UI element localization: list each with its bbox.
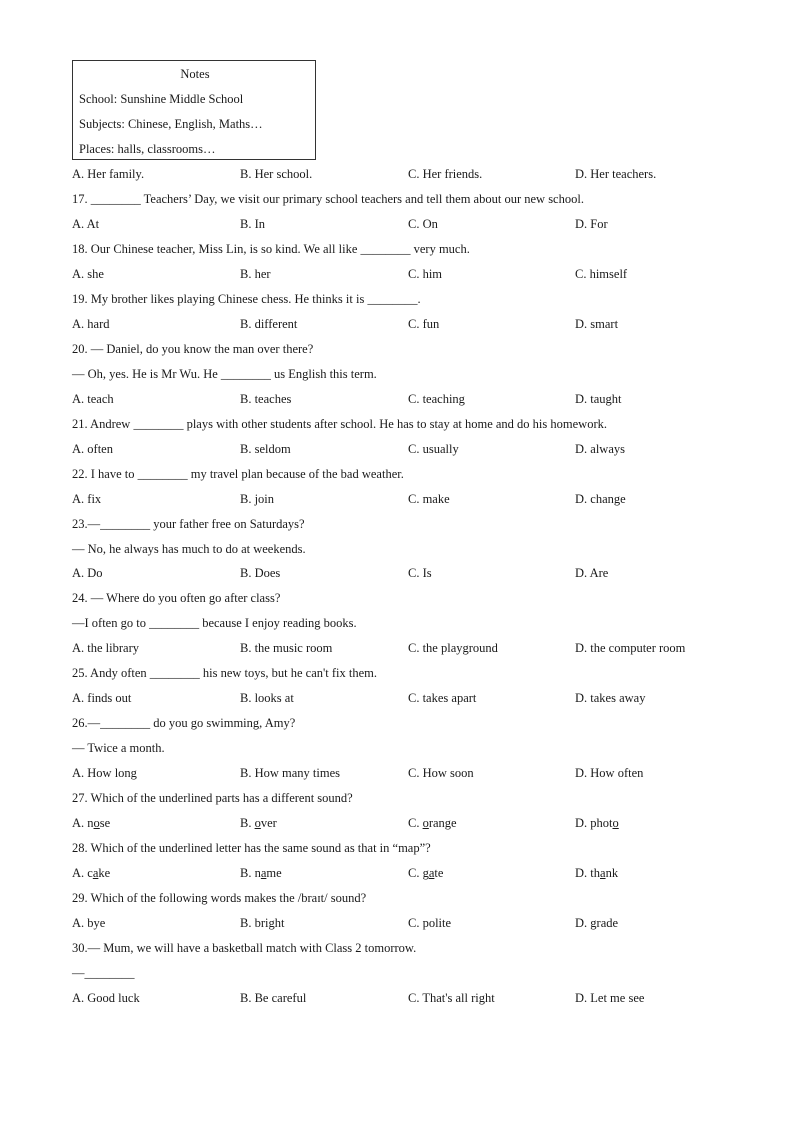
q24-option-a[interactable]: A. the library	[72, 641, 139, 655]
q16-option-d[interactable]: D. Her teachers.	[575, 167, 657, 181]
q29-option-d[interactable]: D. grade	[575, 916, 619, 930]
q16-option-a[interactable]: A. Her family.	[72, 167, 145, 181]
q22-option-c[interactable]: C. make	[408, 492, 450, 506]
underlined-letter: a	[600, 866, 606, 880]
notes-title: Notes	[180, 67, 210, 81]
q18-option-a[interactable]: A. she	[72, 267, 104, 281]
q22-option-d[interactable]: D. change	[575, 492, 626, 506]
q27-option-d[interactable]: D. photo	[575, 816, 619, 830]
q28-option-b[interactable]: B. name	[240, 866, 282, 880]
q19-option-c[interactable]: C. fun	[408, 317, 440, 331]
q26-stem: 26.—________ do you go swimming, Amy?	[72, 716, 296, 730]
q25-stem: 25. Andy often ________ his new toys, but he can't fix them.	[72, 666, 377, 680]
q24-option-c[interactable]: C. the playground	[408, 641, 498, 655]
notes-line: Places: halls, classrooms…	[79, 142, 216, 156]
q21-option-c[interactable]: C. usually	[408, 442, 459, 456]
q19-option-a[interactable]: A. hard	[72, 317, 110, 331]
q27-stem: 27. Which of the underlined parts has a different sound?	[72, 791, 353, 805]
q25-option-d[interactable]: D. takes away	[575, 691, 646, 705]
q19-option-d[interactable]: D. smart	[575, 317, 619, 331]
q23-stem-2: — No, he always has much to do at weekends.	[72, 542, 306, 556]
q28-stem: 28. Which of the underlined letter has the same sound as that in “map”?	[72, 841, 431, 855]
q20-option-c[interactable]: C. teaching	[408, 392, 465, 406]
q16-option-b[interactable]: B. Her school.	[240, 167, 313, 181]
notes-box	[72, 60, 316, 160]
q17-option-a[interactable]: A. At	[72, 217, 100, 231]
q28-option-a[interactable]: A. cake	[72, 866, 111, 880]
q24-option-d[interactable]: D. the computer room	[575, 641, 686, 655]
q27-option-a[interactable]: A. nose	[72, 816, 111, 830]
underlined-letter: o	[422, 816, 429, 830]
q19-option-b[interactable]: B. different	[240, 317, 298, 331]
q17-option-d[interactable]: D. For	[575, 217, 608, 231]
q17-option-c[interactable]: C. On	[408, 217, 438, 231]
q26-option-c[interactable]: C. How soon	[408, 766, 474, 780]
q23-option-c[interactable]: C. Is	[408, 566, 432, 580]
q22-option-a[interactable]: A. fix	[72, 492, 102, 506]
q24-stem: 24. — Where do you often go after class?	[72, 591, 281, 605]
q20-stem-2: — Oh, yes. He is Mr Wu. He ________ us English this term.	[72, 367, 377, 381]
q17-stem: 17. ________ Teachers’ Day, we visit our primary school teachers and tell them about our new school.	[72, 192, 584, 206]
underlined-letter: a	[428, 866, 435, 880]
q18-option-d[interactable]: C. himself	[575, 267, 628, 281]
q18-option-b[interactable]: B. her	[240, 267, 271, 281]
q28-option-d[interactable]: D. thank	[575, 866, 619, 880]
q21-option-d[interactable]: D. always	[575, 442, 625, 456]
q25-option-a[interactable]: A. finds out	[72, 691, 132, 705]
q23-option-d[interactable]: D. Are	[575, 566, 609, 580]
q20-option-d[interactable]: D. taught	[575, 392, 622, 406]
notes-line: School: Sunshine Middle School	[79, 92, 244, 106]
q30-answer-blank: —________	[72, 966, 135, 980]
q23-option-a[interactable]: A. Do	[72, 566, 103, 580]
q21-option-a[interactable]: A. often	[72, 442, 113, 456]
q20-option-b[interactable]: B. teaches	[240, 392, 292, 406]
q29-option-a[interactable]: A. bye	[72, 916, 106, 930]
q20-stem: 20. — Daniel, do you know the man over there?	[72, 342, 314, 356]
underlined-letter: a	[260, 866, 267, 880]
q26-option-d[interactable]: D. How often	[575, 766, 644, 780]
q30-option-d[interactable]: D. Let me see	[575, 991, 645, 1005]
q24-option-b[interactable]: B. the music room	[240, 641, 333, 655]
q21-stem: 21. Andrew ________ plays with other students after school. He has to stay at home and do his homework.	[72, 417, 607, 431]
q29-option-c[interactable]: C. polite	[408, 916, 452, 930]
q23-stem: 23.—________ your father free on Saturdays?	[72, 517, 305, 531]
q26-stem-2: — Twice a month.	[72, 741, 165, 755]
q30-stem: 30.— Mum, we will have a basketball match with Class 2 tomorrow.	[72, 941, 417, 955]
q25-option-b[interactable]: B. looks at	[240, 691, 294, 705]
q17-option-b[interactable]: B. In	[240, 217, 265, 231]
underlined-letter: o	[93, 816, 100, 830]
q29-stem: 29. Which of the following words makes the /braɪt/ sound?	[72, 891, 367, 905]
q27-option-c[interactable]: C. orange	[408, 816, 457, 830]
q30-option-b[interactable]: B. Be careful	[240, 991, 307, 1005]
q27-option-b[interactable]: B. over	[240, 816, 277, 830]
notes-line: Subjects: Chinese, English, Maths…	[79, 117, 263, 131]
q21-option-b[interactable]: B. seldom	[240, 442, 291, 456]
underlined-letter: o	[254, 816, 261, 830]
q26-option-a[interactable]: A. How long	[72, 766, 137, 780]
q16-option-c[interactable]: C. Her friends.	[408, 167, 483, 181]
q25-option-c[interactable]: C. takes apart	[408, 691, 477, 705]
q22-stem: 22. I have to ________ my travel plan because of the bad weather.	[72, 467, 404, 481]
q22-option-b[interactable]: B. join	[240, 492, 275, 506]
q18-stem: 18. Our Chinese teacher, Miss Lin, is so kind. We all like ________ very much.	[72, 242, 470, 256]
q19-stem: 19. My brother likes playing Chinese chess. He thinks it is ________.	[72, 292, 421, 306]
q28-option-c[interactable]: C. gate	[408, 866, 444, 880]
q20-option-a[interactable]: A. teach	[72, 392, 114, 406]
q23-option-b[interactable]: B. Does	[240, 566, 281, 580]
underlined-letter: o	[612, 816, 619, 830]
q29-option-b[interactable]: B. bright	[240, 916, 285, 930]
q26-option-b[interactable]: B. How many times	[240, 766, 340, 780]
q30-option-a[interactable]: A. Good luck	[72, 991, 140, 1005]
q18-option-c[interactable]: C. him	[408, 267, 443, 281]
q30-option-c[interactable]: C. That's all right	[408, 991, 495, 1005]
q24-stem-2: —I often go to ________ because I enjoy reading books.	[72, 616, 357, 630]
underlined-letter: a	[92, 866, 99, 880]
